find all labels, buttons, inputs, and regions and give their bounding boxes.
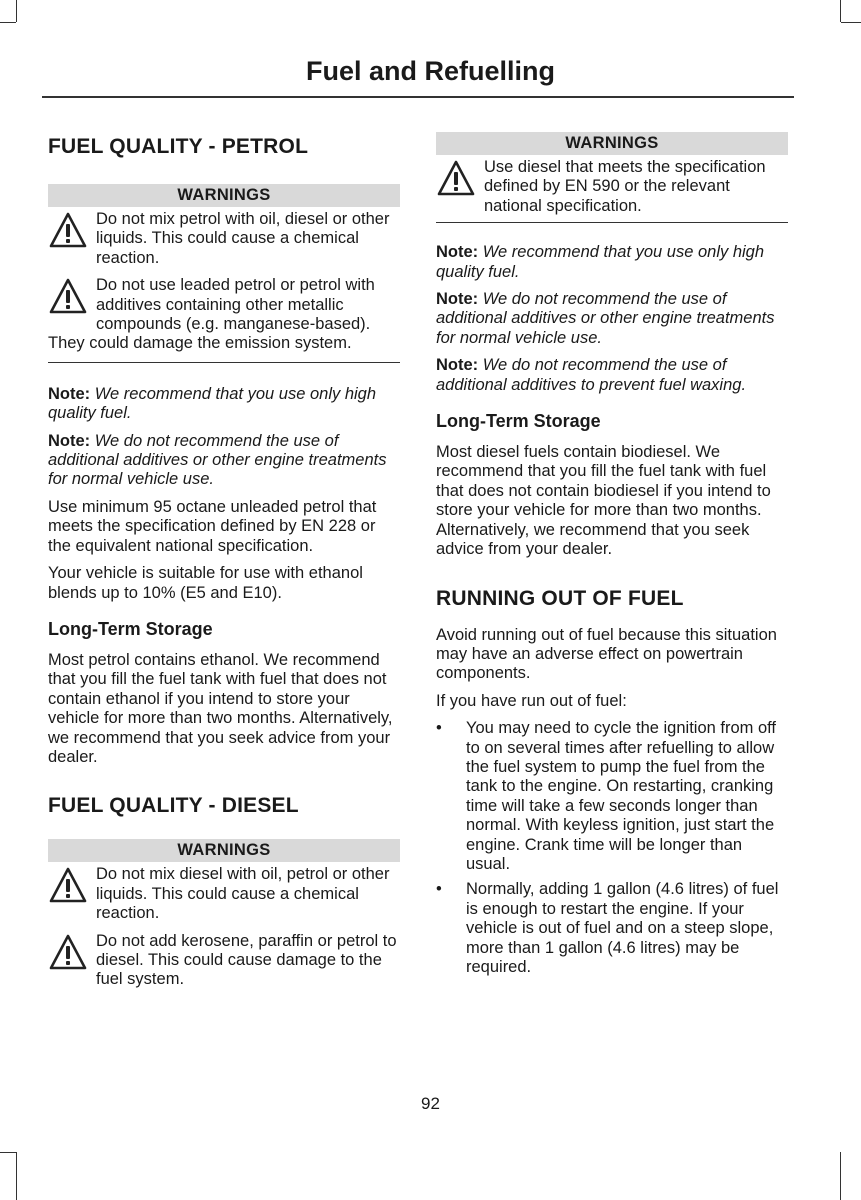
crop-mark	[16, 0, 17, 22]
note-paragraph	[436, 356, 788, 395]
note-paragraph	[436, 243, 788, 282]
warnings-box-diesel	[48, 839, 400, 989]
body-paragraph: Use minimum 95 octane unleaded petrol that meets the specification defined by EN 228 or the equivalent national specification.	[48, 497, 377, 555]
body-paragraph: Your vehicle is suitable for use with ethanol blends up to 10% (E5 and E10).	[48, 564, 363, 602]
warning-text: Do not use leaded petrol or petrol with additives containing other metallic compounds (e.g. manganese-based). They could damage the emission system.	[48, 276, 375, 353]
note-text: We do not recommend the use of additional additives or other engine treatments for normal vehicle use.	[48, 431, 387, 489]
note-paragraph	[436, 290, 788, 348]
warnings-heading: WARNINGS	[48, 184, 400, 207]
note-label: Note:	[48, 431, 91, 450]
note-paragraph	[48, 385, 400, 424]
page-title: Fuel and Refuelling	[305, 56, 555, 86]
warnings-box-petrol	[48, 184, 400, 363]
note-paragraph	[48, 432, 400, 490]
note-label: Note:	[48, 384, 91, 403]
crop-mark	[16, 1152, 17, 1200]
crop-mark	[841, 22, 861, 23]
warnings-box-diesel-spec	[436, 132, 788, 223]
body-paragraph: Most petrol contains ethanol. We recommend that you fill the fuel tank with fuel that does not contain ethanol if you intend to store your vehicle for more than two months. Alternatively, we recommend that you seek advice from your dealer.	[48, 650, 393, 766]
warning-triangle-icon	[48, 932, 88, 972]
warning-triangle-icon	[48, 865, 88, 905]
warning-item	[48, 210, 400, 268]
crop-mark	[0, 22, 16, 23]
list-item-text: Normally, adding 1 gallon (4.6 litres) of fuel is enough to restart the engine. If your vehicle is out of fuel and on a steep slope, more than 1 gallon (4.6 litres) may be required.	[466, 880, 779, 976]
subsection-heading-storage: Long-Term Storage	[48, 618, 213, 639]
warning-text: Do not mix petrol with oil, diesel or other liquids. This could cause a chemical reaction.	[96, 210, 390, 267]
list-item	[436, 719, 788, 874]
warnings-heading: WARNINGS	[48, 839, 400, 862]
list-item-text: You may need to cycle the ignition from off to on several times after refuelling to allow the fuel system to pump the fuel from the tank to the engine. On restarting, cranking time will take a few seconds longer than normal. With keyless ignition, just start the engine. Crank time will be longer than usual.	[466, 719, 777, 873]
subsection-heading-storage: Long-Term Storage	[436, 411, 601, 432]
warning-item	[48, 276, 400, 354]
note-text: We do not recommend the use of additional additives to prevent fuel waxing.	[436, 356, 747, 394]
warning-item	[48, 932, 400, 990]
body-paragraph: Avoid running out of fuel because this situation may have an adverse effect on powertrain components.	[436, 625, 777, 683]
crop-mark	[840, 0, 841, 22]
warnings-heading: WARNINGS	[436, 132, 788, 155]
warning-triangle-icon	[48, 276, 88, 316]
bullet-icon: •	[436, 719, 442, 738]
note-text: We recommend that you use only high quality fuel.	[436, 243, 765, 281]
header-rule	[42, 96, 794, 98]
body-paragraph: Most diesel fuels contain biodiesel. We recommend that you fill the fuel tank with fuel that does not contain biodiesel if you intend to store your vehicle for more than two months. Alternatively, we recommend that you seek advice from your dealer.	[436, 443, 771, 559]
note-text: We do not recommend the use of additional additives or other engine treatments for normal vehicle use.	[436, 290, 775, 347]
warning-text: Do not mix diesel with oil, petrol or other liquids. This could cause a chemical reaction.	[96, 865, 390, 923]
note-label: Note:	[436, 356, 479, 375]
crop-mark	[840, 1152, 841, 1200]
warning-triangle-icon	[48, 210, 88, 250]
warning-triangle-icon	[436, 158, 476, 198]
note-label: Note:	[436, 290, 479, 309]
list-item	[436, 880, 788, 977]
note-label: Note:	[436, 243, 479, 262]
crop-mark	[0, 1152, 16, 1153]
warning-text: Do not add kerosene, paraffin or petrol to diesel. This could cause damage to the fuel system.	[96, 931, 397, 989]
body-paragraph: If you have run out of fuel:	[436, 691, 627, 710]
page-number: 92	[421, 1094, 440, 1113]
warning-item	[48, 865, 400, 923]
warning-text: Use diesel that meets the specification defined by EN 590 or the relevant national specification.	[484, 158, 766, 215]
right-column	[436, 132, 788, 977]
warning-item	[436, 158, 788, 216]
section-heading-running-out: RUNNING OUT OF FUEL	[436, 586, 684, 610]
section-heading-diesel: FUEL QUALITY - DIESEL	[48, 794, 299, 818]
bullet-icon: •	[436, 880, 442, 899]
left-column	[48, 128, 400, 990]
note-text: We recommend that you use only high quality fuel.	[48, 384, 377, 423]
bullet-list	[436, 719, 788, 977]
section-heading-petrol: FUEL QUALITY - PETROL	[48, 135, 309, 158]
